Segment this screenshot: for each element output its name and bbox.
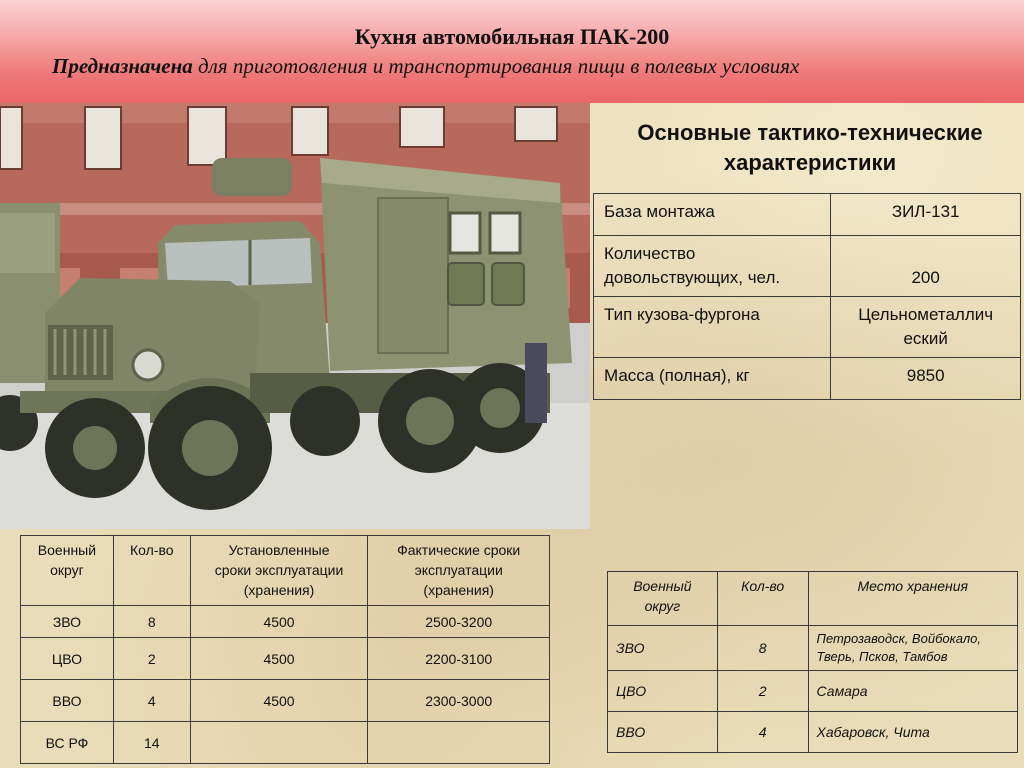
subtitle-text: для приготовления и транспортирования пищи в полевых условиях xyxy=(192,54,800,78)
spec-label: Масса (полная), кг xyxy=(594,358,831,400)
table-row xyxy=(608,626,1018,671)
header-text: Военный xyxy=(37,542,97,558)
cell-actual-term xyxy=(368,722,550,764)
spec-value xyxy=(831,236,1021,297)
table-row xyxy=(594,358,1021,400)
specs-heading-line2: характеристики xyxy=(723,150,897,175)
cell-district: ЦВО xyxy=(608,671,718,712)
spec-label-line2: довольствующих, чел. xyxy=(604,268,781,287)
cell-district: ВВО xyxy=(21,680,114,722)
header-actual-term xyxy=(368,536,550,606)
cell-set-term: 4500 xyxy=(190,606,368,638)
table-header-row xyxy=(21,536,550,606)
header-count: Кол-во xyxy=(113,536,190,606)
header-text: сроки эксплуатации xyxy=(214,562,344,578)
spec-label: База монтажа xyxy=(594,194,831,236)
subtitle-bold: Предназначена xyxy=(52,54,193,78)
spec-label xyxy=(594,236,831,297)
table-row xyxy=(594,194,1021,236)
cell-set-term: 4500 xyxy=(190,680,368,722)
cell-district: ЗВО xyxy=(608,626,718,671)
header-text: Установленные xyxy=(228,542,330,558)
cell-actual-term: 2200-3100 xyxy=(368,638,550,680)
header-place: Место хранения xyxy=(808,572,1017,626)
cell-count: 4 xyxy=(113,680,190,722)
spec-label-line1: Количество xyxy=(604,244,696,263)
header-text: (хранения) xyxy=(423,582,494,598)
cell-count: 8 xyxy=(113,606,190,638)
header-text: (хранения) xyxy=(243,582,315,598)
cell-place: Самара xyxy=(808,671,1017,712)
military-truck-photo xyxy=(0,103,590,529)
spec-value-text: 200 xyxy=(911,268,940,287)
table-row xyxy=(21,680,550,722)
spec-value-line2: еский xyxy=(903,329,948,348)
truck-photo xyxy=(0,103,590,529)
cell-count: 14 xyxy=(113,722,190,764)
header-text: Военный xyxy=(633,578,692,594)
cell-district: ВВО xyxy=(608,712,718,753)
specs-heading xyxy=(600,118,1020,178)
page-subtitle xyxy=(52,54,1012,79)
header-text: Фактические сроки xyxy=(397,542,521,558)
header-set-term xyxy=(190,536,368,606)
table-row xyxy=(21,606,550,638)
table-header-row xyxy=(608,572,1018,626)
district-table xyxy=(20,535,550,764)
cell-actual-term: 2500-3200 xyxy=(368,606,550,638)
cell-count: 8 xyxy=(717,626,808,671)
cell-district: ЦВО xyxy=(21,638,114,680)
cell-set-term xyxy=(190,722,368,764)
header-text: округ xyxy=(50,562,84,578)
header-text: округ xyxy=(644,598,681,614)
table-row xyxy=(594,236,1021,297)
spec-value: 9850 xyxy=(831,358,1021,400)
specs-heading-line1: Основные тактико-технические xyxy=(637,120,983,145)
page-title: Кухня автомобильная ПАК-200 xyxy=(354,24,670,49)
table-row xyxy=(21,638,550,680)
spec-value: ЗИЛ-131 xyxy=(831,194,1021,236)
cell-count: 2 xyxy=(113,638,190,680)
table-row xyxy=(608,712,1018,753)
cell-place: Хабаровск, Чита xyxy=(808,712,1017,753)
storage-table xyxy=(607,571,1018,753)
spec-value-line1: Цельнометаллич xyxy=(858,305,994,324)
cell-set-term: 4500 xyxy=(190,638,368,680)
cell-count: 4 xyxy=(717,712,808,753)
table-row xyxy=(608,671,1018,712)
cell-district: ВС РФ xyxy=(21,722,114,764)
header-district xyxy=(608,572,718,626)
cell-district: ЗВО xyxy=(21,606,114,638)
header-count: Кол-во xyxy=(717,572,808,626)
spec-label: Тип кузова-фургона xyxy=(594,297,831,358)
table-row xyxy=(594,297,1021,358)
cell-count: 2 xyxy=(717,671,808,712)
specs-table xyxy=(593,193,1021,400)
header-text: эксплуатации xyxy=(414,562,503,578)
cell-place: Петрозаводск, Войбокало, Тверь, Псков, Тамбов xyxy=(808,626,1017,671)
spec-value xyxy=(831,297,1021,358)
header-district xyxy=(21,536,114,606)
table-row xyxy=(21,722,550,764)
title-banner xyxy=(0,0,1024,103)
cell-actual-term: 2300-3000 xyxy=(368,680,550,722)
